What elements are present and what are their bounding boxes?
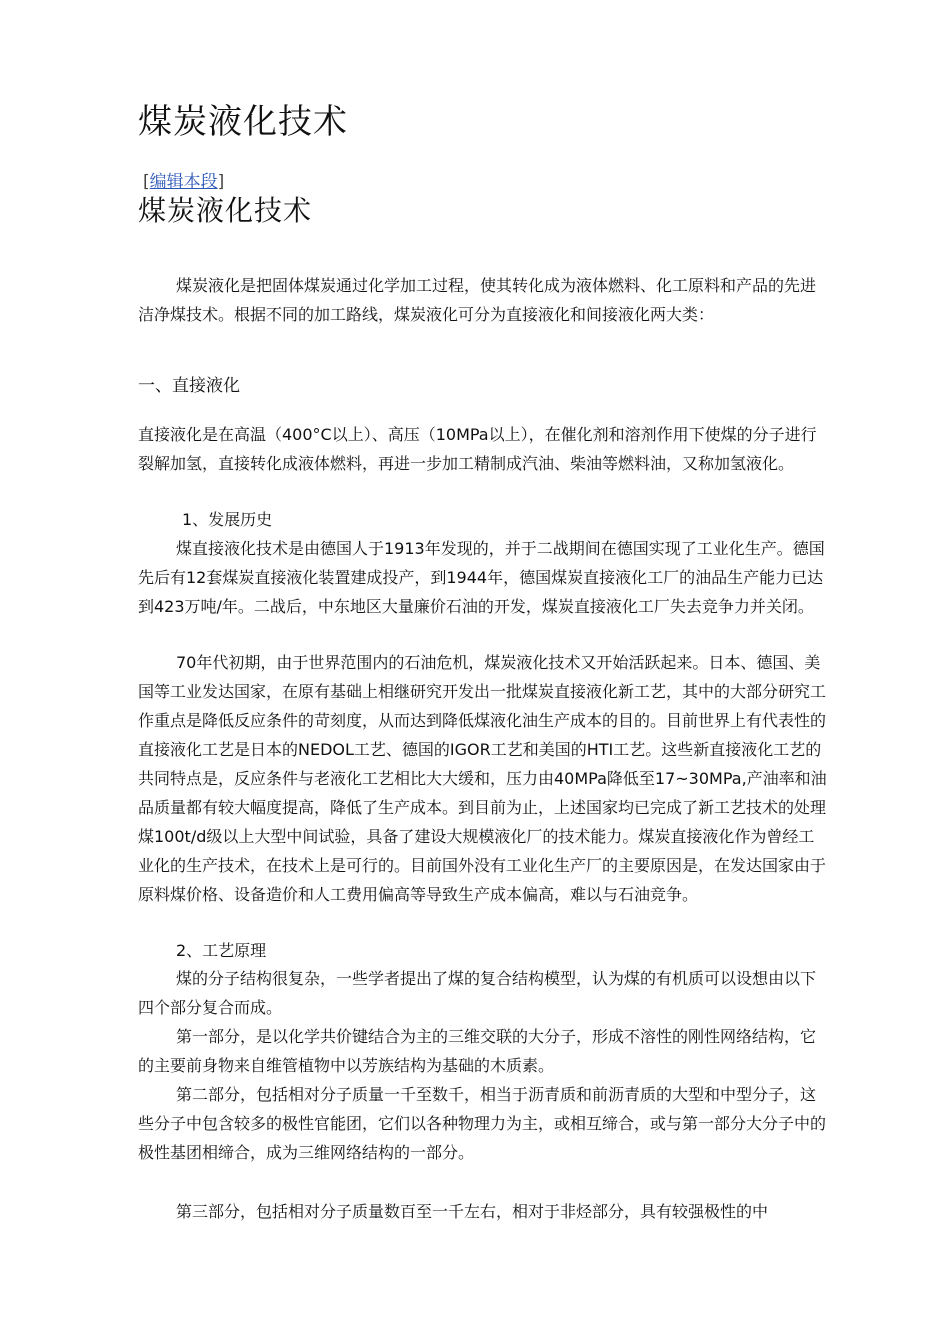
principle-paragraph-1: 煤的分子结构很复杂，一些学者提出了煤的复合结构模型，认为煤的有机质可以设想由以下四个部分复合而成。 — [138, 969, 817, 1017]
direct-liquefaction-heading: 一、直接液化 — [138, 376, 240, 396]
history-paragraph-1: 煤直接液化技术是由德国人于1913年发现的，并于二战期间在德国实现了工业化生产。德国先后有12套煤炭直接液化装置建成投产，到1944年，德国煤炭直接液化工厂的油品生产能力已达到423万吨/年。二战后，中东地区大量廉价石油的开发，煤炭直接液化工厂失去竞争力并关闭。 — [138, 539, 825, 616]
edit-bracket-close: ] — [217, 172, 225, 192]
intro-paragraph: 煤炭液化是把固体煤炭通过化学加工过程，使其转化成为液体燃料、化工原料和产品的先进洁净煤技术。根据不同的加工路线，煤炭液化可分为直接液化和间接液化两大类： — [138, 276, 817, 324]
section-title: 煤炭液化技术 — [138, 194, 313, 227]
history-paragraph-2: 70年代初期，由于世界范围内的石油危机，煤炭液化技术又开始活跃起来。日本、德国、美国等工业发达国家，在原有基础上相继研究开发出一批煤炭直接液化新工艺，其中的大部分研究工作重点是降低反应条件的苛刻度，从而达到降低煤液化油生产成本的目的。目前世界上有代表性的直接液化工艺是日本的NEDOL工艺、德国的IGOR工艺和美国的HTI工艺。这些新直接液化工艺的共同特点是，反应条件与老液化工艺相比大大缓和，压力由40MPa降低至17~30MPa,产油率和油品质量都有较大幅度提高，降低了生产成本。到目前为止，上述国家均已完成了新工艺技术的处理煤100t/d级以上大型中间试验，具备了建设大规模液化厂的技术能力。煤炭直接液化作为曾经工业化的生产技术，在技术上是可行的。目前国外没有工业化生产厂的主要原因是，在发达国家由于原料煤价格、设备造价和人工费用偏高等导致生产成本偏高，难以与石油竞争。 — [138, 653, 827, 904]
principle-paragraph-3: 第二部分，包括相对分子质量一千至数千，相当于沥青质和前沥青质的大型和中型分子，这些分子中包含较多的极性官能团，它们以各种物理力为主，或相互缔合，或与第一部分大分子中的极性基团相缔合，成为三维网络结构的一部分。 — [138, 1085, 827, 1162]
edit-section-row — [143, 171, 224, 193]
principle-paragraph-4: 第三部分，包括相对分子质量数百至一千左右，相对于非烃部分，具有较强极性的中 — [176, 1202, 769, 1221]
direct-liquefaction-definition: 直接液化是在高温（400°C以上）、高压（10MPa以上），在催化剂和溶剂作用下使煤的分子进行裂解加氢，直接转化成液体燃料，再进一步加工精制成汽油、柴油等燃料油，又称加氢液化。 — [138, 425, 817, 473]
history-heading: 1、发展历史 — [182, 510, 273, 529]
principle-heading: 2、工艺原理 — [176, 941, 267, 960]
document-title: 煤炭液化技术 — [138, 102, 348, 142]
principle-paragraph-2: 第一部分，是以化学共价键结合为主的三维交联的大分子，形成不溶性的刚性网络结构，它的主要前身物来自维管植物中以芳族结构为基础的木质素。 — [138, 1027, 817, 1075]
edit-section-link[interactable]: 编辑本段 — [149, 172, 218, 192]
edit-bracket-open: [ — [143, 172, 150, 192]
